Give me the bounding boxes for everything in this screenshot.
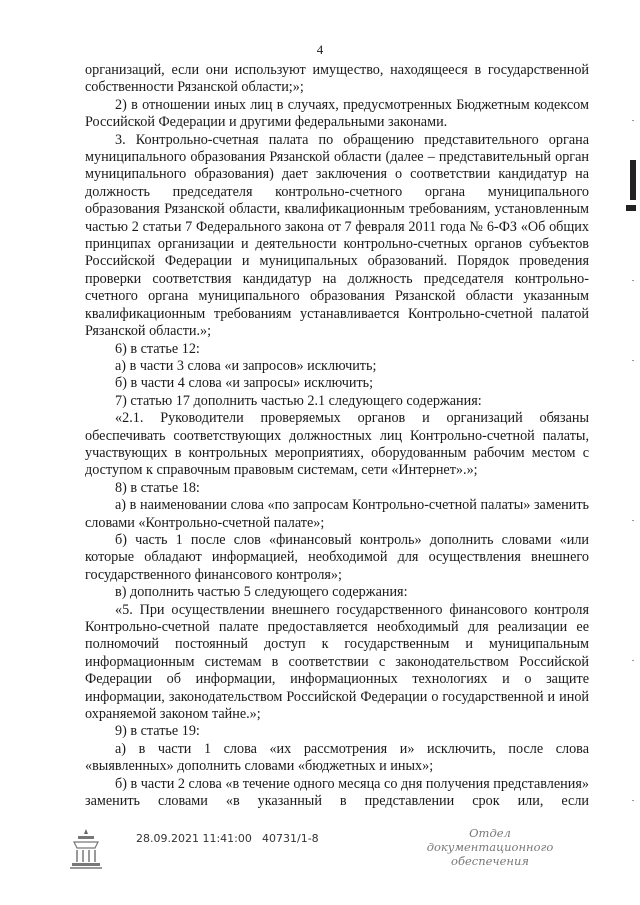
paragraph: б) в части 2 слова «в течение одного месяца со дня получения представления» заменить словами «в указанный в представлении срок или, если: [85, 775, 589, 810]
paragraph: «5. При осуществлении внешнего государственного финансового контроля Контрольно-счетной палате предоставляется необходимый для реализации ее полномочий постоянный доступ к государственным и муниципальным информационным системам в соответствии с законодательством Российской Федерации об информации, информационных технологиях и о защите информации, законодательством Российской Федерации о государственной и иной охраняемой законом тайне.»;: [85, 601, 589, 723]
paragraph: б) часть 1 после слов «финансовый контроль» дополнить словами «или которые обладают информацией, необходимой для осуществления внешнего государственного финансового контроля»;: [85, 531, 589, 583]
scan-mark: [632, 360, 634, 361]
page-number: 4: [316, 42, 324, 57]
scan-mark: [632, 660, 634, 661]
paragraph: 6) в статье 12:: [115, 340, 200, 357]
document-body: [85, 62, 589, 810]
paragraph: 3. Контрольно-счетная палата по обращению представительного органа муниципального образования Рязанской области (далее – представительный орган муниципального образования) дает заключения о соответствии кандидатур на должность председателя контрольно-счетного органа муниципального образования Рязанской области, квалификационным требованиям, установленным частью 2 статьи 7 Федерального закона от 7 февраля 2011 года № 6-ФЗ «Об общих принципах организации и деятельности контрольно-счетных органов субъектов Российской Федерации и муниципальных образований. Порядок проведения проверки соответствия кандидатур на должность председателя контрольно-счетного органа муниципального образования Рязанской области указанным квалификационным требованиям устанавливается Контрольно-счетной палатой Рязанской области.»;: [85, 131, 589, 340]
paragraph: б) в части 4 слова «и запросы» исключить;: [115, 375, 374, 392]
scan-mark: [632, 120, 634, 121]
paragraph: 2) в отношении иных лиц в случаях, предусмотренных Бюджетным кодексом Российской Федерации и другими федеральными законами.: [85, 96, 589, 131]
paragraph: 8) в статье 18:: [115, 479, 200, 496]
stamp-line: обеспечения: [451, 854, 529, 868]
scan-mark: [632, 520, 634, 521]
footer-datetime: 28.09.2021 11:41:00: [136, 832, 252, 845]
paragraph: «2.1. Руководители проверяемых органов и организаций обязаны обеспечивать соответствующих должностных лиц Контрольно-счетной палаты, участвующих в контрольных мероприятиях, оборудованным рабочим местом с доступом к справочным правовым системам, сети «Интернет».»;: [85, 410, 589, 479]
paragraph: а) в части 1 слова «их рассмотрения и» исключить, после слова «выявленных» дополнить словами «бюджетных и иных»;: [85, 740, 589, 775]
scan-edge-marks: [624, 100, 638, 860]
paragraph: а) в части 3 слова «и запросов» исключить;: [115, 357, 377, 374]
scan-mark: [632, 800, 634, 801]
scan-mark: [626, 205, 636, 211]
logo-icon: [66, 826, 106, 872]
scan-mark: [630, 160, 636, 200]
department-stamp: [420, 826, 560, 868]
scan-mark: [632, 280, 634, 281]
footer-doc-number: 40731/1-8: [262, 832, 319, 845]
paragraph: в) дополнить частью 5 следующего содержания:: [115, 584, 408, 601]
stamp-line: Отдел документационного: [426, 826, 554, 854]
paragraph: 7) статью 17 дополнить частью 2.1 следующего содержания:: [115, 392, 482, 409]
paragraph: организаций, если они используют имущество, находящееся в государственной собственности Рязанской области;»;: [85, 62, 589, 96]
paragraph: а) в наименовании слова «по запросам Контрольно-счетной палаты» заменить словами «Контрольно-счетной палате»;: [85, 497, 589, 531]
paragraph: 9) в статье 19:: [115, 723, 200, 740]
